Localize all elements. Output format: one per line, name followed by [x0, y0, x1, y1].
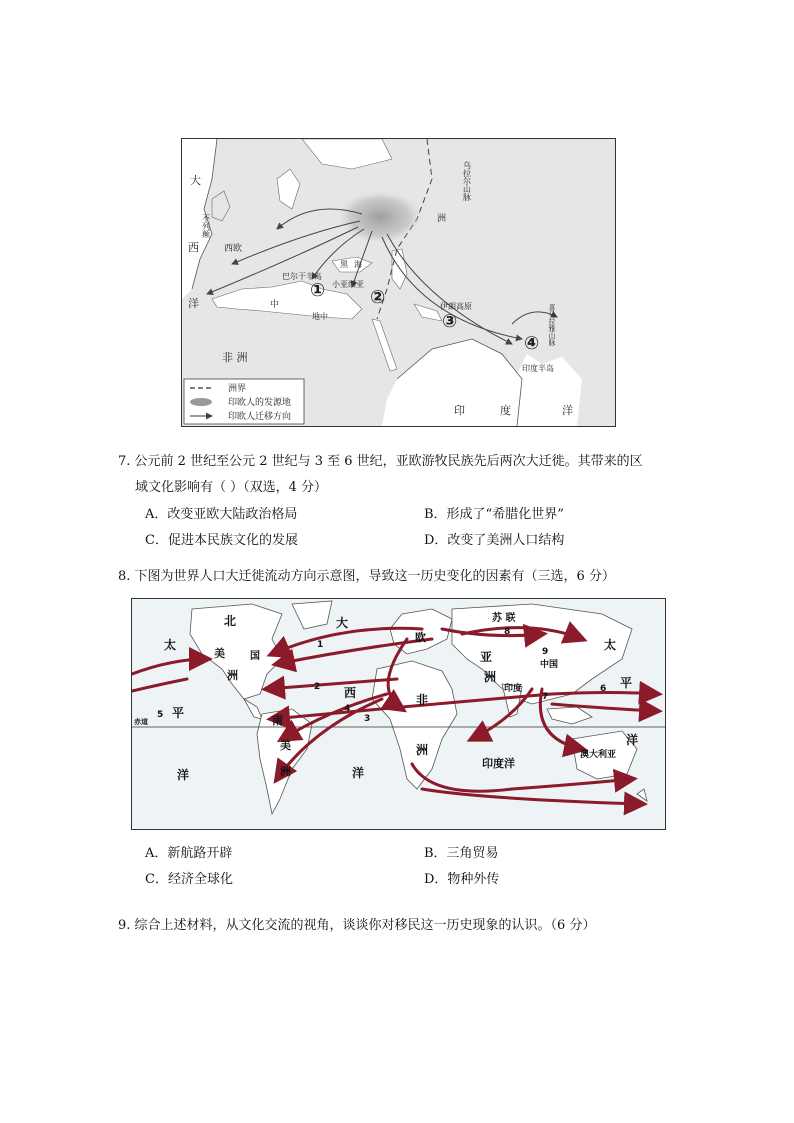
legend-boundary: 洲界 [228, 384, 247, 394]
label-ping-l: 平 [172, 706, 185, 720]
indo-european-migration-map [181, 138, 616, 427]
label-bei: 北 [224, 614, 237, 628]
question-7-option-b[interactable]: B．形成了“希腊化世界” [424, 507, 564, 522]
greenland [292, 601, 332, 629]
label-bu-lie-dian: 不列颠 [201, 214, 211, 238]
marker-2: ② [370, 287, 386, 308]
question-8-option-b[interactable]: B．三角贸易 [424, 846, 499, 861]
question-7-option-a[interactable]: A．改变亚欧大陆政治格局 [145, 507, 298, 522]
route-number-1: 1 [317, 640, 324, 650]
route-number-4: 4 [344, 704, 351, 714]
indo-european-origin [338, 191, 422, 243]
label-yin-du: 印度半岛 [522, 364, 554, 373]
new-zealand [637, 789, 647, 801]
label-balkan: 巴尔干半岛 [282, 272, 322, 281]
question-7-option-c[interactable]: C．促进本民族文化的发展 [145, 533, 298, 548]
world-migration-map [131, 598, 666, 830]
legend-origin: 印欧人的发源地 [228, 398, 292, 408]
label-hei: 黑 [340, 260, 348, 269]
south-america [257, 709, 312, 814]
label-di-zhong: 地中 [312, 312, 328, 321]
question-7-line-2: 域文化影响有（ ）（双选，4 分） [135, 480, 328, 495]
label-fei: 非 [416, 693, 429, 707]
label-da: 大 [336, 616, 349, 630]
label-chi-dao: 赤道 [134, 718, 148, 726]
map-legend [184, 379, 304, 424]
marker-3: ③ [442, 311, 458, 332]
question-8-line-1: 8. 下图为世界人口大迁徙流动方向示意图，导致这一历史变化的因素有（三选，6 分） [118, 569, 615, 584]
label-ou: 欧 [415, 631, 426, 644]
label-zhou-f: 洲 [416, 743, 429, 757]
label-xiao-ya-xi-ya: 小亚细亚 [332, 280, 364, 289]
route-number-6: 6 [600, 684, 607, 694]
label-yang: 洋 [188, 297, 199, 310]
label-da: 大 [190, 174, 201, 187]
question-9-line-1: 9. 综合上述材料，从文化交流的视角，谈谈你对移民这一历史现象的认识。（6 分） [118, 918, 596, 933]
route-number-8: 8 [504, 627, 511, 637]
label-yang2: 洋 [562, 404, 573, 417]
label-zhou-r: 洲 [437, 214, 447, 224]
label-yin-du: 印度 [504, 684, 523, 694]
label-zhou-a: 洲 [484, 670, 497, 684]
label-yang-l: 洋 [177, 768, 190, 782]
question-8-option-d[interactable]: D．物种外传 [424, 872, 500, 887]
question-8-option-a[interactable]: A．新航路开辟 [145, 846, 233, 861]
southeast-asia-islands [547, 707, 592, 724]
legend-direction: 印欧人迁移方向 [228, 412, 292, 422]
label-wu-la-er: 乌拉尔山脉 [462, 161, 472, 201]
label-hai: 海 [354, 260, 362, 269]
question-8-option-c[interactable]: C．经济全球化 [145, 872, 233, 887]
label-nan: 南 [272, 714, 283, 727]
label-su-lian: 苏 联 [492, 613, 516, 624]
label-zhong: 中 [270, 300, 280, 310]
label-xi-ma: 喜马拉雅山脉 [548, 304, 556, 346]
label-xi: 西 [344, 686, 357, 700]
route-number-5: 5 [157, 710, 164, 720]
label-yin: 印 [454, 404, 465, 417]
label-yi-lang: 伊朗高原 [440, 302, 472, 311]
label-tai-r: 太 [604, 638, 617, 652]
label-tai-l: 太 [164, 638, 177, 652]
label-yin-du-yang: 印度洋 [482, 757, 515, 770]
marker-4: ④ [524, 333, 540, 354]
route-number-3: 3 [364, 714, 371, 724]
marker-1: ① [310, 280, 326, 301]
label-du: 度 [500, 404, 511, 417]
question-7-option-d[interactable]: D．改变了美洲人口结构 [424, 533, 565, 548]
route-number-9: 9 [542, 647, 549, 657]
label-aus: 澳大利亚 [580, 750, 617, 760]
label-xi: 西 [188, 241, 199, 254]
label-xi-ou: 西欧 [224, 244, 243, 254]
label-fei-zhou: 非 洲 [222, 351, 248, 364]
label-zhong-guo: 中国 [540, 660, 559, 670]
label-zhou-s: 洲 [280, 765, 291, 778]
label-mei: 美 [214, 647, 225, 660]
label-mei-s: 美 [280, 739, 291, 752]
label-guo: 国 [250, 651, 260, 662]
label-ya: 亚 [480, 650, 493, 664]
label-yang-r: 洋 [626, 733, 639, 747]
route-number-7: 7 [542, 692, 549, 702]
route-number-2: 2 [314, 682, 321, 692]
label-zhou-na: 洲 [227, 669, 238, 682]
question-7-line-1: 7. 公元前 2 世纪至公元 2 世纪与 3 至 6 世纪，亚欧游牧民族先后两次大迁徙。其带来的区 [118, 454, 643, 469]
label-yang-a: 洋 [352, 766, 365, 780]
label-ping-r: 平 [620, 676, 633, 690]
central-america [244, 699, 262, 719]
